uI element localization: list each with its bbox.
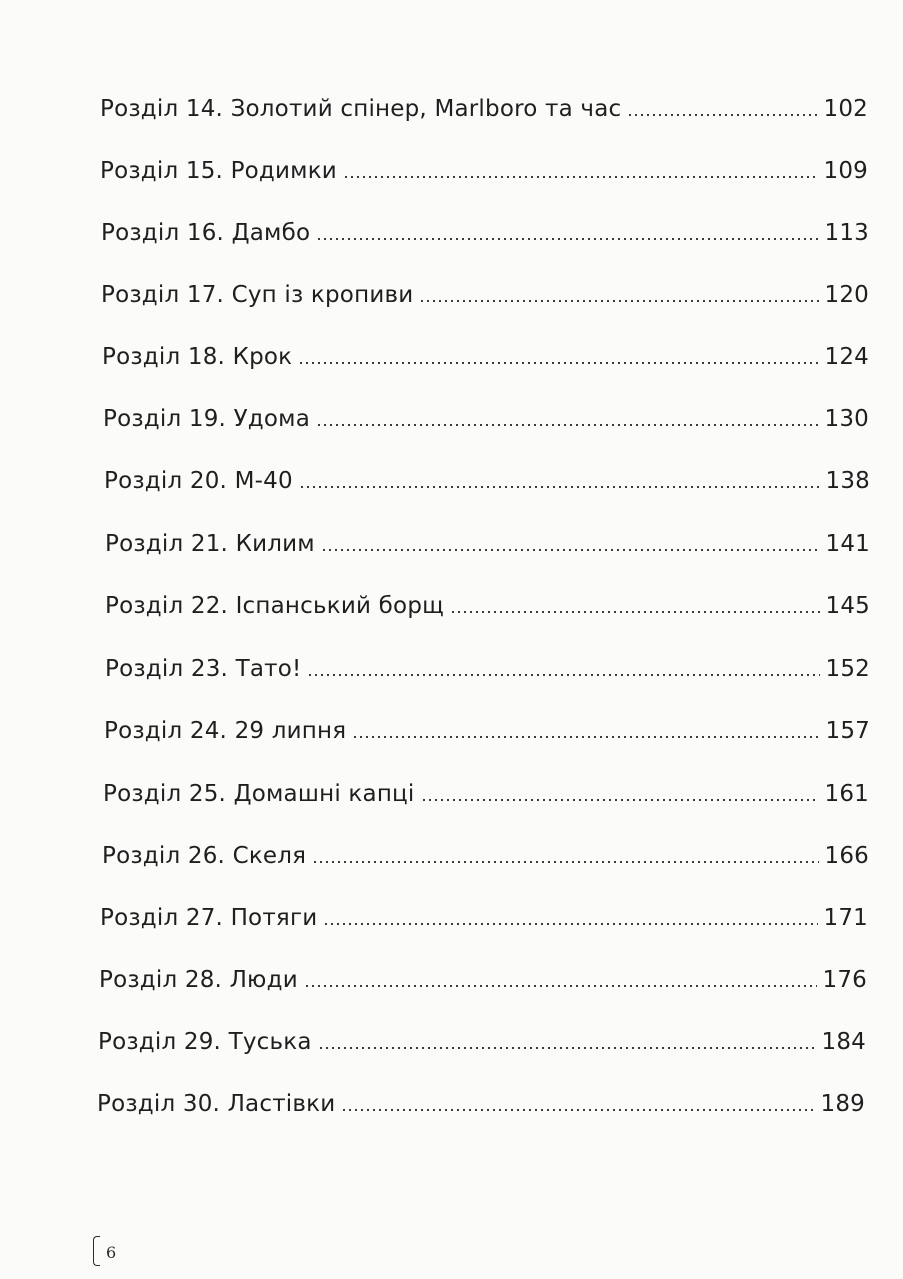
dot-leader <box>298 362 818 364</box>
chapter-title: Розділ 24. 29 липня <box>104 718 347 744</box>
chapter-title: Розділ 18. Крок <box>102 344 293 370</box>
chapter-title: Розділ 23. Тато! <box>105 656 302 682</box>
chapter-page-number: 166 <box>824 843 869 869</box>
chapter-title: Розділ 26. Скеля <box>102 843 307 869</box>
dot-leader <box>450 611 820 613</box>
toc-entry <box>98 1020 866 1056</box>
chapter-page-number: 184 <box>821 1029 866 1055</box>
chapter-page-number: 109 <box>823 158 868 184</box>
chapter-page-number: 141 <box>825 531 870 557</box>
toc-entry <box>105 522 870 558</box>
toc-entry <box>100 896 868 932</box>
chapter-page-number: 145 <box>825 593 870 619</box>
toc-entry <box>103 397 869 433</box>
dot-leader <box>304 985 817 987</box>
dot-leader <box>312 861 818 863</box>
dot-leader <box>316 238 818 240</box>
chapter-page-number: 120 <box>824 282 869 308</box>
chapter-title: Розділ 28. Люди <box>99 967 298 993</box>
toc-entry <box>102 834 869 870</box>
chapter-title: Розділ 19. Удома <box>103 406 310 432</box>
toc-entry <box>100 149 868 185</box>
chapter-page-number: 138 <box>825 468 870 494</box>
dot-leader <box>352 736 819 738</box>
dot-leader <box>343 176 818 178</box>
chapter-page-number: 161 <box>824 781 869 807</box>
page-footer <box>93 1235 116 1267</box>
chapter-page-number: 113 <box>824 220 869 246</box>
page-bracket <box>93 1236 100 1266</box>
toc-entry <box>103 772 869 808</box>
dot-leader <box>321 549 820 551</box>
dot-leader <box>318 1047 816 1049</box>
toc-entry <box>100 87 868 123</box>
toc-entry <box>101 273 869 309</box>
chapter-title: Розділ 17. Суп із кропиви <box>101 282 414 308</box>
dot-leader <box>323 923 817 925</box>
chapter-title: Розділ 20. М-40 <box>104 468 293 494</box>
chapter-title: Розділ 30. Ластівки <box>97 1091 336 1117</box>
dot-leader <box>627 114 817 116</box>
chapter-title: Розділ 16. Дамбо <box>101 220 311 246</box>
toc-entry <box>101 211 869 247</box>
toc-entry <box>105 584 870 620</box>
toc-entry <box>104 459 870 495</box>
chapter-page-number: 157 <box>825 718 870 744</box>
toc-entry <box>102 335 869 371</box>
chapter-page-number: 124 <box>824 344 869 370</box>
chapter-page-number: 176 <box>822 967 867 993</box>
toc-entry <box>105 647 870 683</box>
chapter-title: Розділ 14. Золотий спінер, Marlboro та час <box>100 96 622 122</box>
chapter-page-number: 189 <box>820 1091 865 1117</box>
dot-leader <box>419 300 818 302</box>
dot-leader <box>307 674 819 676</box>
dot-leader <box>299 486 820 488</box>
chapter-title: Розділ 15. Родимки <box>100 158 337 184</box>
chapter-page-number: 171 <box>823 905 868 931</box>
toc-entry <box>97 1082 865 1118</box>
dot-leader <box>421 799 819 801</box>
chapter-title: Розділ 29. Туська <box>98 1029 312 1055</box>
chapter-title: Розділ 22. Іспанський борщ <box>105 593 444 619</box>
chapter-title: Розділ 21. Килим <box>105 531 315 557</box>
dot-leader <box>341 1109 814 1111</box>
chapter-title: Розділ 25. Домашні капці <box>103 781 415 807</box>
chapter-page-number: 102 <box>823 96 868 122</box>
toc-entry <box>104 709 870 745</box>
toc-entry <box>99 958 867 994</box>
chapter-page-number: 130 <box>824 406 869 432</box>
chapter-page-number: 152 <box>825 656 870 682</box>
chapter-title: Розділ 27. Потяги <box>100 905 318 931</box>
dot-leader <box>316 424 819 426</box>
page-number: 6 <box>106 1242 117 1262</box>
